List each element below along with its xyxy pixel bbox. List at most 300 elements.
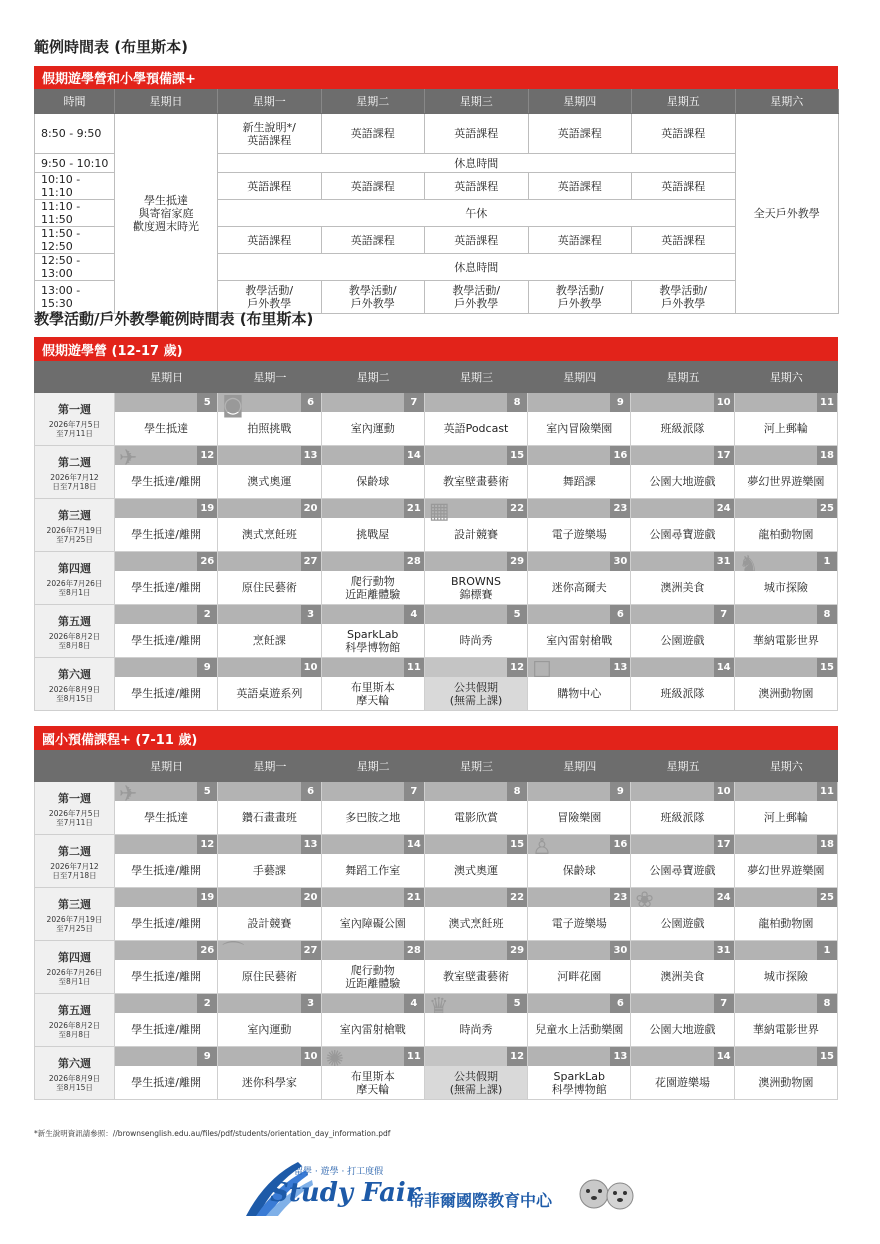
week-dates: 2026年7月19日 至7月25日 [46, 914, 103, 933]
day-cell [425, 888, 528, 940]
week-row [34, 499, 838, 552]
week-row [34, 658, 838, 711]
day-cell [218, 552, 321, 604]
cell-header-strip [322, 552, 404, 571]
day-header-4: 星期四 [563, 760, 597, 773]
day-header-1: 星期一 [253, 371, 287, 384]
date-number: 23 [610, 499, 630, 518]
activity-name: 室內運動 [247, 1023, 292, 1036]
date-number: 12 [507, 1047, 527, 1066]
activity-name: 室內冒險樂園 [546, 422, 613, 435]
activity-name: 學生抵達/離開 [131, 475, 201, 488]
cell-header-strip [218, 1047, 300, 1066]
day-cell [322, 658, 425, 710]
day-cell [735, 941, 838, 993]
timetable-table [34, 89, 839, 314]
cell-header-strip [218, 552, 300, 571]
cell-header-strip [425, 446, 507, 465]
day-cell [218, 499, 321, 551]
day-cell [528, 393, 631, 445]
activity-name: 龍柏動物園 [758, 917, 814, 930]
week-name: 第三週 [58, 897, 91, 911]
cell-header-strip [322, 446, 404, 465]
week-name: 第六週 [58, 1056, 91, 1070]
activity-name: 公共假期 (無需上課) [449, 680, 503, 707]
date-number: 14 [404, 835, 424, 854]
timetable-time: 11:10 - 11:50 [35, 200, 115, 227]
week-dates: 2026年7月26日 至8月1日 [46, 578, 103, 597]
cell-header-strip [631, 658, 713, 677]
day-cell [425, 835, 528, 887]
activity-name: 學生抵達/離開 [131, 917, 201, 930]
week-label [34, 552, 115, 604]
week-row [34, 605, 838, 658]
activity-name: 電子遊樂場 [551, 917, 607, 930]
cell-header-strip [322, 605, 404, 624]
date-number: 24 [714, 888, 734, 907]
activity-name: 室內運動 [350, 422, 395, 435]
week-label [34, 782, 115, 834]
date-number: 8 [507, 393, 527, 412]
date-number: 12 [507, 658, 527, 677]
activity-name: 時尚秀 [459, 1023, 493, 1036]
day-cell [322, 888, 425, 940]
date-number: 14 [714, 658, 734, 677]
activity-name: 室內雷射槍戰 [546, 634, 613, 647]
date-number: 13 [301, 446, 321, 465]
activity-name: 學生抵達/離開 [131, 528, 201, 541]
activity-name: 華納電影世界 [752, 1023, 819, 1036]
activity-name: 華納電影世界 [752, 634, 819, 647]
cell-header-strip [322, 658, 404, 677]
cell-header-strip [425, 782, 507, 801]
cell-header-strip [218, 835, 300, 854]
lesson-cell: 英語課程 [218, 173, 322, 200]
day-cell [735, 552, 838, 604]
cell-header-strip [218, 782, 300, 801]
cell-header-strip [631, 994, 713, 1013]
timetable-heading: 範例時間表 (布里斯本) [34, 38, 188, 56]
week-name: 第二週 [58, 455, 91, 469]
day-cell [735, 888, 838, 940]
cell-header-strip [528, 552, 610, 571]
footnote: *新生說明資訊請參照：//brownsenglish.edu.au/files/pdf/students/orientation_day_information.pdf [34, 1129, 391, 1138]
week-label [34, 835, 115, 887]
day-cell [115, 393, 218, 445]
activity-name: 多巴胺之地 [345, 811, 401, 824]
cell-header-strip [115, 888, 197, 907]
week-label [34, 605, 115, 657]
lesson-cell: 英語課程 [321, 173, 425, 200]
week-row [34, 1047, 838, 1100]
activity-name: 花園遊樂場 [655, 1076, 711, 1089]
cell-header-strip [425, 1047, 507, 1066]
logo-tagline: 留學 · 遊學 · 打工度假 [294, 1167, 384, 1177]
cell-header-strip [735, 782, 817, 801]
day-cell [631, 446, 734, 498]
activity-name: 室內障礙公園 [339, 917, 406, 930]
day-cell [218, 605, 321, 657]
date-number: 7 [404, 782, 424, 801]
date-number: 29 [507, 941, 527, 960]
date-number: 11 [404, 658, 424, 677]
timetable-header-7: 星期六 [735, 90, 839, 114]
cell-header-strip [218, 499, 300, 518]
activity-name: 公園尋寶遊戲 [649, 528, 716, 541]
date-number: 12 [197, 446, 217, 465]
cell-header-strip [425, 941, 507, 960]
cell-header-strip [322, 941, 404, 960]
timetable-time: 11:50 - 12:50 [35, 227, 115, 254]
date-number: 11 [817, 393, 837, 412]
date-number: 21 [404, 888, 424, 907]
activity-illustration-icon: ▦ [428, 499, 450, 524]
week-label [34, 1047, 115, 1099]
primary-program-title: 國小預備課程+ (7-11 歲) [34, 726, 838, 750]
day-header-1: 星期一 [253, 760, 287, 773]
week-label [34, 658, 115, 710]
week-dates: 2026年7月5日 至7月11日 [48, 808, 101, 827]
activity-name: 學生抵達/離開 [131, 1076, 201, 1089]
day-cell [115, 658, 218, 710]
date-number: 10 [714, 393, 734, 412]
date-number: 30 [610, 941, 630, 960]
day-cell [322, 552, 425, 604]
lesson-cell: 英語課程 [425, 227, 529, 254]
calendar-day-header [34, 750, 838, 782]
cell-header-strip [735, 499, 817, 518]
cell-header-strip [115, 552, 197, 571]
cell-header-strip [322, 393, 404, 412]
activity-name: 舞蹈課 [562, 475, 596, 488]
date-number: 16 [610, 835, 630, 854]
activity-name: SparkLab 科學博物館 [345, 627, 401, 654]
activity-name: 公園遊戲 [660, 634, 705, 647]
day-cell [218, 658, 321, 710]
week-dates: 2026年7月5日 至7月11日 [48, 419, 101, 438]
date-number: 9 [610, 393, 630, 412]
date-number: 19 [197, 499, 217, 518]
day-cell [322, 782, 425, 834]
week-dates: 2026年8月9日 至8月15日 [48, 1073, 101, 1092]
date-number: 7 [714, 605, 734, 624]
lesson-cell: 英語課程 [321, 114, 425, 154]
date-number: 25 [817, 499, 837, 518]
activity-name: 學生抵達/離開 [131, 970, 201, 983]
cell-header-strip [322, 835, 404, 854]
date-number: 26 [197, 552, 217, 571]
date-number: 27 [301, 552, 321, 571]
day-header-blank [34, 750, 115, 782]
activity-name: 迷你科學家 [241, 1076, 297, 1089]
day-cell [528, 994, 631, 1046]
break-cell: 休息時間 [218, 254, 736, 281]
day-cell [631, 1047, 734, 1099]
lunch-cell: 午休 [218, 200, 736, 227]
week-name: 第一週 [58, 402, 91, 416]
date-number: 5 [507, 605, 527, 624]
date-number: 6 [301, 393, 321, 412]
day-cell [322, 499, 425, 551]
activity-name: 澳洲動物園 [758, 1076, 814, 1089]
cell-header-strip [425, 605, 507, 624]
date-number: 13 [610, 1047, 630, 1066]
day-cell [425, 393, 528, 445]
day-cell [735, 446, 838, 498]
activity-name: 河上郵輪 [763, 422, 808, 435]
activity-name: 城市探險 [763, 970, 808, 983]
activity-illustration-icon: ✺ [325, 1047, 344, 1072]
date-number: 8 [817, 994, 837, 1013]
cell-header-strip [528, 994, 610, 1013]
activity-name: 電影欣賞 [453, 811, 498, 824]
activity-name: 布里斯本 摩天輪 [350, 1069, 395, 1096]
activity-name: 挑戰屋 [356, 528, 390, 541]
cell-header-strip [218, 605, 300, 624]
day-header-5: 星期五 [666, 760, 700, 773]
day-cell [218, 835, 321, 887]
week-name: 第一週 [58, 791, 91, 805]
day-cell [425, 782, 528, 834]
timetable-time: 12:50 - 13:00 [35, 254, 115, 281]
cell-header-strip [631, 782, 713, 801]
day-cell [218, 393, 321, 445]
day-cell [528, 941, 631, 993]
date-number: 6 [610, 605, 630, 624]
activity-name: 澳式奧運 [247, 475, 292, 488]
activity-name: 夢幻世界遊樂園 [747, 475, 825, 488]
activity-name: 烹飪課 [252, 634, 286, 647]
day-cell [528, 605, 631, 657]
day-cell [115, 552, 218, 604]
cell-header-strip [528, 605, 610, 624]
timetable-header-3: 星期二 [321, 90, 425, 114]
date-number: 6 [610, 994, 630, 1013]
cell-header-strip [631, 393, 713, 412]
date-number: 19 [197, 888, 217, 907]
day-cell [115, 941, 218, 993]
cell-header-strip [425, 888, 507, 907]
week-dates: 2026年7月26日 至8月1日 [46, 967, 103, 986]
activity-name: 冒險樂園 [557, 811, 602, 824]
day-cell [115, 994, 218, 1046]
cell-header-strip [322, 499, 404, 518]
activity-name: 公園大地遊戲 [649, 475, 716, 488]
activity-name: 澳洲美食 [660, 970, 705, 983]
date-number: 12 [197, 835, 217, 854]
activity-name: 原住民藝術 [241, 581, 297, 594]
calendar-day-header [34, 361, 838, 393]
date-number: 7 [404, 393, 424, 412]
week-name: 第五週 [58, 614, 91, 628]
day-cell [115, 782, 218, 834]
day-cell [218, 446, 321, 498]
day-cell [631, 658, 734, 710]
day-cell [631, 994, 734, 1046]
week-label [34, 941, 115, 993]
day-header-2: 星期二 [356, 760, 390, 773]
date-number: 17 [714, 835, 734, 854]
day-cell [115, 499, 218, 551]
week-dates: 2026年8月2日 至8月8日 [48, 631, 101, 650]
day-cell [425, 446, 528, 498]
activity-name: 時尚秀 [459, 634, 493, 647]
week-row [34, 782, 838, 835]
lesson-cell: 英語課程 [218, 227, 322, 254]
cell-header-strip [735, 994, 817, 1013]
cell-header-strip [115, 941, 197, 960]
cell-header-strip [425, 393, 507, 412]
week-dates: 2026年7月12 日至7月18日 [50, 472, 99, 491]
cell-header-strip [528, 782, 610, 801]
day-cell [425, 1047, 528, 1099]
cell-header-strip [115, 658, 197, 677]
date-number: 13 [301, 835, 321, 854]
date-number: 20 [301, 499, 321, 518]
week-row [34, 941, 838, 994]
cell-header-strip [631, 1047, 713, 1066]
date-number: 16 [610, 446, 630, 465]
date-number: 5 [197, 393, 217, 412]
date-number: 14 [714, 1047, 734, 1066]
day-cell [528, 446, 631, 498]
cell-header-strip [115, 605, 197, 624]
cell-header-strip [735, 605, 817, 624]
timetable-title: 假期遊學營和小學預備課+ [34, 66, 838, 89]
day-cell [735, 605, 838, 657]
activity-name: 購物中心 [557, 687, 602, 700]
cell-header-strip [425, 658, 507, 677]
activity-name: 保齡球 [562, 864, 596, 877]
date-number: 10 [714, 782, 734, 801]
cell-header-strip [322, 994, 404, 1013]
day-cell [322, 605, 425, 657]
day-cell [631, 835, 734, 887]
date-number: 9 [610, 782, 630, 801]
activity-illustration-icon: ♛ [428, 994, 449, 1019]
date-number: 6 [301, 782, 321, 801]
cell-header-strip [528, 888, 610, 907]
sample-timetable [34, 66, 838, 314]
activity-name: 保齡球 [356, 475, 390, 488]
activity-illustration-icon: ♙ [532, 835, 552, 860]
primary-program-calendar [34, 726, 838, 1100]
break-cell: 休息時間 [218, 154, 736, 173]
date-number: 26 [197, 941, 217, 960]
cell-header-strip [218, 658, 300, 677]
activity-illustration-icon: ⌒ [222, 941, 245, 966]
timetable-time: 13:00 - 15:30 [35, 281, 115, 314]
activity-illustration-icon: ♞ [738, 552, 759, 577]
timetable-header-2: 星期一 [218, 90, 322, 114]
day-cell [115, 446, 218, 498]
date-number: 17 [714, 446, 734, 465]
week-row [34, 552, 838, 605]
activity-name: 河畔花園 [557, 970, 602, 983]
cell-header-strip [528, 1047, 610, 1066]
activity-name: 學生抵達/離開 [131, 864, 201, 877]
activity-illustration-icon: ❀ [635, 888, 654, 913]
timetable-time: 8:50 - 9:50 [35, 114, 115, 154]
activity-name: 學生抵達/離開 [131, 1023, 201, 1036]
week-dates: 2026年8月9日 至8月15日 [48, 684, 101, 703]
date-number: 10 [301, 658, 321, 677]
cell-header-strip [218, 888, 300, 907]
saturday-cell: 全天戶外教學 [735, 114, 839, 314]
cell-header-strip [115, 835, 197, 854]
date-number: 8 [507, 782, 527, 801]
activity-cell: 教學活動/ 戶外教學 [321, 281, 425, 314]
day-cell [218, 888, 321, 940]
activity-name: 電子遊樂場 [551, 528, 607, 541]
cell-header-strip [528, 393, 610, 412]
day-header-0: 星期日 [150, 371, 184, 384]
day-cell [425, 552, 528, 604]
activity-name: 設計競賽 [247, 917, 292, 930]
week-dates: 2026年7月19日 至7月25日 [46, 525, 103, 544]
activity-cell: 教學活動/ 戶外教學 [632, 281, 736, 314]
activity-name: 澳式烹飪班 [448, 917, 504, 930]
activity-cell: 教學活動/ 戶外教學 [218, 281, 322, 314]
date-number: 25 [817, 888, 837, 907]
activity-name: 學生抵達 [144, 811, 189, 824]
lesson-cell: 英語課程 [632, 114, 736, 154]
day-header-4: 星期四 [563, 371, 597, 384]
lesson-cell: 英語課程 [632, 227, 736, 254]
activity-name: 手藝課 [252, 864, 286, 877]
week-row [34, 994, 838, 1047]
timetable-header-4: 星期三 [425, 90, 529, 114]
cell-header-strip [115, 1047, 197, 1066]
week-dates: 2026年7月12 日至7月18日 [50, 861, 99, 880]
activity-name: 澳洲美食 [660, 581, 705, 594]
activity-name: 班級派隊 [660, 422, 705, 435]
date-number: 5 [197, 782, 217, 801]
day-cell [115, 888, 218, 940]
cell-header-strip [631, 605, 713, 624]
date-number: 21 [404, 499, 424, 518]
cell-header-strip [322, 782, 404, 801]
activity-name: 迷你高爾夫 [551, 581, 607, 594]
day-cell [425, 658, 528, 710]
day-cell [528, 835, 631, 887]
day-header-2: 星期二 [356, 371, 390, 384]
cell-header-strip [631, 446, 713, 465]
cell-header-strip [322, 888, 404, 907]
week-name: 第四週 [58, 561, 91, 575]
activity-name: 兒童水上活動樂園 [535, 1023, 624, 1036]
lesson-cell: 英語課程 [528, 173, 632, 200]
activity-name: 原住民藝術 [241, 970, 297, 983]
lesson-cell: 英語課程 [528, 114, 632, 154]
date-number: 28 [404, 941, 424, 960]
lesson-cell: 英語課程 [321, 227, 425, 254]
day-cell [631, 941, 734, 993]
day-cell [735, 499, 838, 551]
date-number: 11 [817, 782, 837, 801]
activity-name: 公園大地遊戲 [649, 1023, 716, 1036]
date-number: 18 [817, 835, 837, 854]
date-number: 18 [817, 446, 837, 465]
week-name: 第五週 [58, 1003, 91, 1017]
activity-name: BROWNS 錦標賽 [451, 574, 501, 601]
date-number: 11 [404, 1047, 424, 1066]
day-cell [115, 1047, 218, 1099]
day-cell [528, 499, 631, 551]
activity-name: 夢幻世界遊樂園 [747, 864, 825, 877]
cell-header-strip [631, 552, 713, 571]
day-header-5: 星期五 [666, 371, 700, 384]
